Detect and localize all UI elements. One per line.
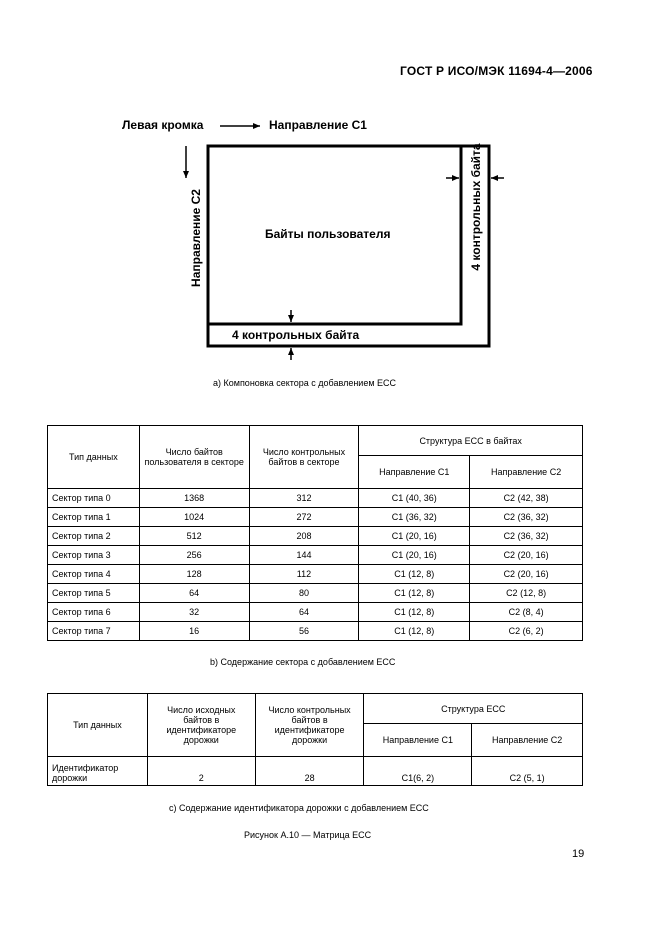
header-user-bytes: Число байтов пользователя в секторе [139, 426, 249, 489]
caption-c: с) Содержание идентификатора дорожки с добавлением ЕСС [169, 803, 429, 813]
cell-user: 512 [139, 527, 249, 546]
header-check-bytes: Число контрольных байтов в идентификаторе дорожки [255, 694, 364, 757]
cell-c1: С1 (20, 16) [359, 527, 470, 546]
table-row [48, 757, 583, 786]
cell-user: 32 [139, 603, 249, 622]
page-number: 19 [572, 848, 585, 860]
header-dir-c2: Направление С2 [470, 456, 583, 489]
cell-user: 256 [139, 546, 249, 565]
cell-source: 2 [147, 757, 255, 786]
cell-type: Сектор типа 0 [48, 489, 140, 508]
table-row [48, 584, 583, 603]
left-edge-label: Левая кромка [122, 118, 204, 132]
cell-c1: С1 (12, 8) [359, 622, 470, 641]
cell-type: Сектор типа 3 [48, 546, 140, 565]
header-dir-c1: Направление С1 [359, 456, 470, 489]
cell-check: 312 [249, 489, 359, 508]
cell-c1: С1 (12, 8) [359, 603, 470, 622]
cell-user: 128 [139, 565, 249, 584]
bottom-check-bytes-label: 4 контрольных байта [232, 328, 360, 342]
direction-c2-label: Направление С2 [189, 189, 203, 287]
header-ecc-structure: Структура ЕСС в байтах [359, 426, 583, 456]
caption-b: b) Содержание сектора с добавлением ЕСС [210, 657, 396, 667]
cell-type: Сектор типа 5 [48, 584, 140, 603]
table-row [48, 527, 583, 546]
cell-user: 64 [139, 584, 249, 603]
cell-check: 28 [255, 757, 364, 786]
cell-type: Сектор типа 6 [48, 603, 140, 622]
table-row [48, 603, 583, 622]
cell-c2: С2 (36, 32) [470, 508, 583, 527]
right-check-bytes-label: 4 контрольных байта [469, 143, 483, 271]
cell-c2: С2 (8, 4) [470, 603, 583, 622]
document-header: ГОСТ Р ИСО/МЭК 11694-4—2006 [400, 64, 593, 78]
user-bytes-label: Байты пользователя [265, 227, 391, 241]
sector-ecc-table [47, 425, 583, 641]
caption-a: а) Компоновка сектора с добавлением ЕСС [213, 378, 397, 388]
cell-check: 144 [249, 546, 359, 565]
cell-c2: С2 (20, 16) [470, 565, 583, 584]
cell-check: 80 [249, 584, 359, 603]
table-row [48, 546, 583, 565]
cell-c1: С1 (40, 36) [359, 489, 470, 508]
cell-c2: С2 (5, 1) [472, 757, 583, 786]
direction-c1-label: Направление С1 [269, 118, 367, 132]
header-dir-c1: Направление С1 [364, 724, 472, 757]
cell-c1: С1(6, 2) [364, 757, 472, 786]
table-row [48, 565, 583, 584]
cell-user: 16 [139, 622, 249, 641]
cell-check: 64 [249, 603, 359, 622]
figure-title: Рисунок А.10 — Матрица ЕСС [244, 830, 372, 840]
cell-c1: С1 (36, 32) [359, 508, 470, 527]
table-row [48, 508, 583, 527]
cell-type: Сектор типа 4 [48, 565, 140, 584]
header-dir-c2: Направление С2 [472, 724, 583, 757]
cell-c2: С2 (6, 2) [470, 622, 583, 641]
header-check-bytes: Число контрольных байтов в секторе [249, 426, 359, 489]
cell-check: 112 [249, 565, 359, 584]
cell-type: Сектор типа 1 [48, 508, 140, 527]
table-row [48, 489, 583, 508]
cell-c2: С2 (20, 16) [470, 546, 583, 565]
cell-c1: С1 (20, 16) [359, 546, 470, 565]
header-ecc-structure: Структура ЕСС [364, 694, 583, 724]
cell-check: 56 [249, 622, 359, 641]
table-row [48, 622, 583, 641]
header-type: Тип данных [48, 426, 140, 489]
cell-c2: С2 (42, 38) [470, 489, 583, 508]
track-id-ecc-table [47, 693, 583, 786]
cell-check: 208 [249, 527, 359, 546]
cell-c1: С1 (12, 8) [359, 584, 470, 603]
cell-type: Идентификатор дорожки [48, 757, 148, 786]
cell-c2: С2 (36, 32) [470, 527, 583, 546]
cell-check: 272 [249, 508, 359, 527]
header-source-bytes: Число исходных байтов в идентификаторе дорожки [147, 694, 255, 757]
outer-sector-rect [208, 146, 489, 346]
cell-c1: С1 (12, 8) [359, 565, 470, 584]
cell-user: 1024 [139, 508, 249, 527]
cell-c2: С2 (12, 8) [470, 584, 583, 603]
cell-user: 1368 [139, 489, 249, 508]
cell-type: Сектор типа 2 [48, 527, 140, 546]
header-type: Тип данных [48, 694, 148, 757]
cell-type: Сектор типа 7 [48, 622, 140, 641]
